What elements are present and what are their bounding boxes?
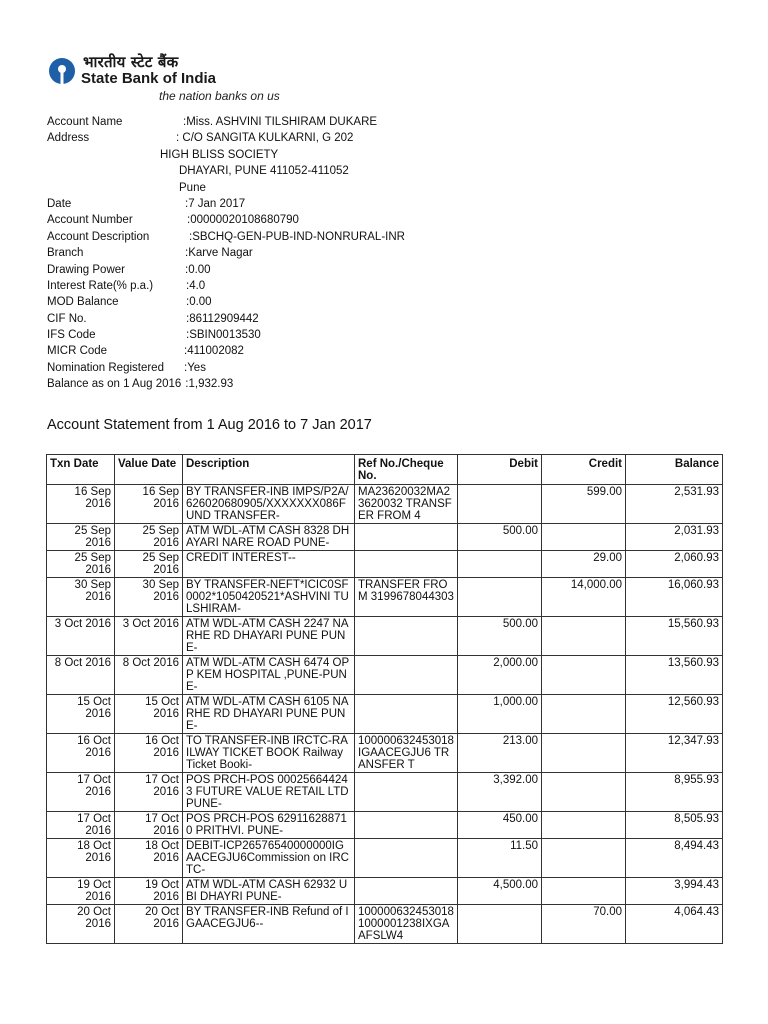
txn-date-cell: 15 Oct 2016 (47, 695, 115, 734)
ref-no-cell (355, 812, 458, 839)
credit-cell (542, 734, 626, 773)
debit-cell: 3,392.00 (458, 773, 542, 812)
account-info-value: :Miss. ASHVINI TILSHIRAM DUKARE (183, 116, 378, 128)
account-info-row (47, 343, 547, 359)
debit-cell (458, 578, 542, 617)
debit-cell: 4,500.00 (458, 878, 542, 905)
txn-date-cell: 17 Oct 2016 (47, 773, 115, 812)
value-date-cell: 17 Oct 2016 (115, 773, 183, 812)
account-info-value: :Yes (184, 361, 206, 374)
credit-cell: 599.00 (542, 485, 626, 524)
account-info-row (47, 294, 547, 310)
account-info-value: :411002082 (184, 345, 244, 358)
value-date-cell: 25 Sep 2016 (115, 524, 183, 551)
debit-cell: 500.00 (458, 617, 542, 656)
account-info-value: :SBCHQ-GEN-PUB-IND-NONRURAL-INR (189, 230, 405, 243)
account-info-value: Pune (179, 181, 206, 194)
account-info-row (47, 245, 547, 261)
account-info-row (47, 311, 547, 327)
balance-cell: 2,060.93 (626, 551, 723, 578)
value-date-cell: 30 Sep 2016 (115, 578, 183, 617)
description-cell: DEBIT-ICP26576540000000IGAACEGJU6Commission on IRCTC- (183, 839, 355, 878)
col-header-credit: Credit (542, 455, 626, 485)
col-header-balance: Balance (626, 455, 723, 485)
account-info-value: : C/O SANGITA KULKARNI, G 202 (176, 132, 354, 145)
col-header-value-date: Value Date (115, 455, 183, 485)
txn-date-cell: 25 Sep 2016 (47, 524, 115, 551)
value-date-cell: 25 Sep 2016 (115, 551, 183, 578)
value-date-cell: 15 Oct 2016 (115, 695, 183, 734)
description-cell: BY TRANSFER-NEFT*ICIC0SF0002*1050420521*ASHVINI TULSHIRAM- (183, 578, 355, 617)
credit-cell: 29.00 (542, 551, 626, 578)
col-header-txn-date: Txn Date (47, 455, 115, 485)
ref-no-cell: 100000632453018 1000001238IXGAAFSLW4 (355, 905, 458, 944)
balance-cell: 15,560.93 (626, 617, 723, 656)
description-cell: POS PRCH-POS 000256644243 FUTURE VALUE RETAIL LTDPUNE- (183, 773, 355, 812)
balance-cell: 12,560.93 (626, 695, 723, 734)
txn-date-cell: 18 Oct 2016 (47, 839, 115, 878)
bank-logo (47, 52, 287, 104)
bank-name: State Bank of India (81, 70, 217, 87)
account-info-label: Account Description (47, 230, 150, 243)
account-info-row (47, 212, 547, 228)
ref-no-cell (355, 773, 458, 812)
account-info-label: Branch (47, 247, 84, 260)
balance-cell: 8,505.93 (626, 812, 723, 839)
account-info-row (47, 376, 547, 392)
debit-cell (458, 905, 542, 944)
balance-cell: 4,064.43 (626, 905, 723, 944)
account-info-value: HIGH BLISS SOCIETY (160, 148, 279, 161)
account-info-label: Drawing Power (47, 263, 125, 276)
table-header-row (47, 455, 723, 485)
account-info-value: :86112909442 (186, 312, 259, 325)
balance-cell: 12,347.93 (626, 734, 723, 773)
table-row (47, 839, 723, 878)
account-info-label: Account Name (47, 116, 123, 128)
account-info-value: :SBIN0013530 (186, 329, 261, 342)
debit-cell (458, 485, 542, 524)
bank-hindi-name: भारतीय स्टेट बैंक (83, 53, 179, 71)
txn-date-cell: 20 Oct 2016 (47, 905, 115, 944)
table-row (47, 578, 723, 617)
credit-cell (542, 878, 626, 905)
debit-cell: 450.00 (458, 812, 542, 839)
credit-cell (542, 617, 626, 656)
description-cell: BY TRANSFER-INB Refund of IGAACEGJU6-- (183, 905, 355, 944)
account-info (47, 114, 547, 393)
debit-cell: 213.00 (458, 734, 542, 773)
ref-no-cell (355, 524, 458, 551)
debit-cell: 500.00 (458, 524, 542, 551)
description-cell: ATM WDL-ATM CASH 62932 UBI DHAYRI PUNE- (183, 878, 355, 905)
value-date-cell: 19 Oct 2016 (115, 878, 183, 905)
credit-cell (542, 656, 626, 695)
description-cell: ATM WDL-ATM CASH 2247 NARHE RD DHAYARI PUNE PUNE- (183, 617, 355, 656)
table-row (47, 905, 723, 944)
table-row (47, 524, 723, 551)
table-row (47, 773, 723, 812)
ref-no-cell (355, 839, 458, 878)
description-cell: TO TRANSFER-INB IRCTC-RAILWAY TICKET BOOK Railway Ticket Booki- (183, 734, 355, 773)
balance-cell: 13,560.93 (626, 656, 723, 695)
table-row (47, 551, 723, 578)
credit-cell (542, 695, 626, 734)
txn-date-cell: 19 Oct 2016 (47, 878, 115, 905)
credit-cell (542, 524, 626, 551)
ref-no-cell (355, 695, 458, 734)
account-info-row (47, 114, 547, 130)
description-cell: ATM WDL-ATM CASH 6474 OPP KEM HOSPITAL ,PUNE-PUNE- (183, 656, 355, 695)
txn-date-cell: 16 Sep 2016 (47, 485, 115, 524)
description-cell: ATM WDL-ATM CASH 6105 NARHE RD DHAYARI PUNE PUNE- (183, 695, 355, 734)
account-info-value: DHAYARI, PUNE 411052-411052 (179, 165, 349, 178)
account-info-label: MICR Code (47, 345, 108, 358)
account-info-row (47, 196, 547, 212)
txn-date-cell: 25 Sep 2016 (47, 551, 115, 578)
table-row (47, 656, 723, 695)
description-cell: CREDIT INTEREST-- (183, 551, 355, 578)
txn-date-cell: 16 Oct 2016 (47, 734, 115, 773)
value-date-cell: 16 Oct 2016 (115, 734, 183, 773)
description-cell: BY TRANSFER-INB IMPS/P2A/626020680905/XXXXXXX086FUND TRANSFER- (183, 485, 355, 524)
account-info-value: :00000020108680790 (187, 214, 299, 227)
account-info-label: MOD Balance (47, 296, 119, 309)
ref-no-cell: TRANSFER FROM 3199678044303 (355, 578, 458, 617)
value-date-cell: 3 Oct 2016 (115, 617, 183, 656)
account-info-row (47, 278, 547, 294)
balance-cell: 2,531.93 (626, 485, 723, 524)
account-info-label: CIF No. (47, 312, 87, 325)
account-info-label: IFS Code (47, 329, 96, 342)
value-date-cell: 8 Oct 2016 (115, 656, 183, 695)
credit-cell (542, 773, 626, 812)
account-info-label: Interest Rate(% p.a.) (47, 279, 154, 292)
account-info-label: Balance as on 1 Aug 2016 (47, 378, 182, 391)
balance-cell: 2,031.93 (626, 524, 723, 551)
credit-cell (542, 812, 626, 839)
txn-date-cell: 30 Sep 2016 (47, 578, 115, 617)
statement-title: Account Statement from 1 Aug 2016 to 7 Jan 2017 (47, 417, 372, 433)
transaction-table (46, 454, 723, 944)
account-info-row (47, 180, 547, 196)
txn-date-cell: 3 Oct 2016 (47, 617, 115, 656)
account-info-row (47, 130, 547, 146)
debit-cell (458, 551, 542, 578)
balance-cell: 3,994.43 (626, 878, 723, 905)
balance-cell: 8,494.43 (626, 839, 723, 878)
credit-cell (542, 839, 626, 878)
description-cell: POS PRCH-POS 629116288710 PRITHVI. PUNE- (183, 812, 355, 839)
credit-cell: 70.00 (542, 905, 626, 944)
account-info-value: :Karve Nagar (185, 247, 253, 260)
ref-no-cell (355, 551, 458, 578)
value-date-cell: 17 Oct 2016 (115, 812, 183, 839)
account-info-row (47, 163, 547, 179)
ref-no-cell: 100000632453018 IGAACEGJU6 TRANSFER T (355, 734, 458, 773)
account-info-row (47, 360, 547, 376)
table-row (47, 695, 723, 734)
account-info-value: :7 Jan 2017 (185, 197, 246, 210)
value-date-cell: 16 Sep 2016 (115, 485, 183, 524)
txn-date-cell: 17 Oct 2016 (47, 812, 115, 839)
debit-cell: 11.50 (458, 839, 542, 878)
account-info-value: :0.00 (185, 263, 211, 276)
account-info-row (47, 327, 547, 343)
txn-date-cell: 8 Oct 2016 (47, 656, 115, 695)
ref-no-cell (355, 656, 458, 695)
debit-cell: 1,000.00 (458, 695, 542, 734)
account-info-row (47, 229, 547, 245)
account-info-row (47, 147, 547, 163)
account-info-value: :0.00 (186, 296, 212, 309)
sbi-logo-icon (47, 56, 77, 86)
col-header-debit: Debit (458, 455, 542, 485)
ref-no-cell (355, 617, 458, 656)
table-row (47, 812, 723, 839)
account-info-label: Address (47, 132, 90, 145)
credit-cell: 14,000.00 (542, 578, 626, 617)
account-info-label: Account Number (47, 214, 133, 227)
account-info-value: :4.0 (186, 279, 206, 292)
col-header-description: Description (183, 455, 355, 485)
description-cell: ATM WDL-ATM CASH 8328 DHAYARI NARE ROAD PUNE- (183, 524, 355, 551)
debit-cell: 2,000.00 (458, 656, 542, 695)
table-row (47, 617, 723, 656)
table-row (47, 878, 723, 905)
account-info-label: Nomination Registered (47, 361, 164, 374)
balance-cell: 16,060.93 (626, 578, 723, 617)
table-row (47, 734, 723, 773)
bank-tagline: the nation banks on us (159, 89, 280, 103)
col-header-ref-no: Ref No./Cheque No. (355, 455, 458, 485)
account-info-value: :1,932.93 (185, 378, 234, 391)
account-info-row (47, 262, 547, 278)
ref-no-cell (355, 878, 458, 905)
ref-no-cell: MA23620032MA23620032 TRANSFER FROM 4 (355, 485, 458, 524)
value-date-cell: 20 Oct 2016 (115, 905, 183, 944)
table-row (47, 485, 723, 524)
value-date-cell: 18 Oct 2016 (115, 839, 183, 878)
account-info-label: Date (47, 197, 72, 210)
balance-cell: 8,955.93 (626, 773, 723, 812)
